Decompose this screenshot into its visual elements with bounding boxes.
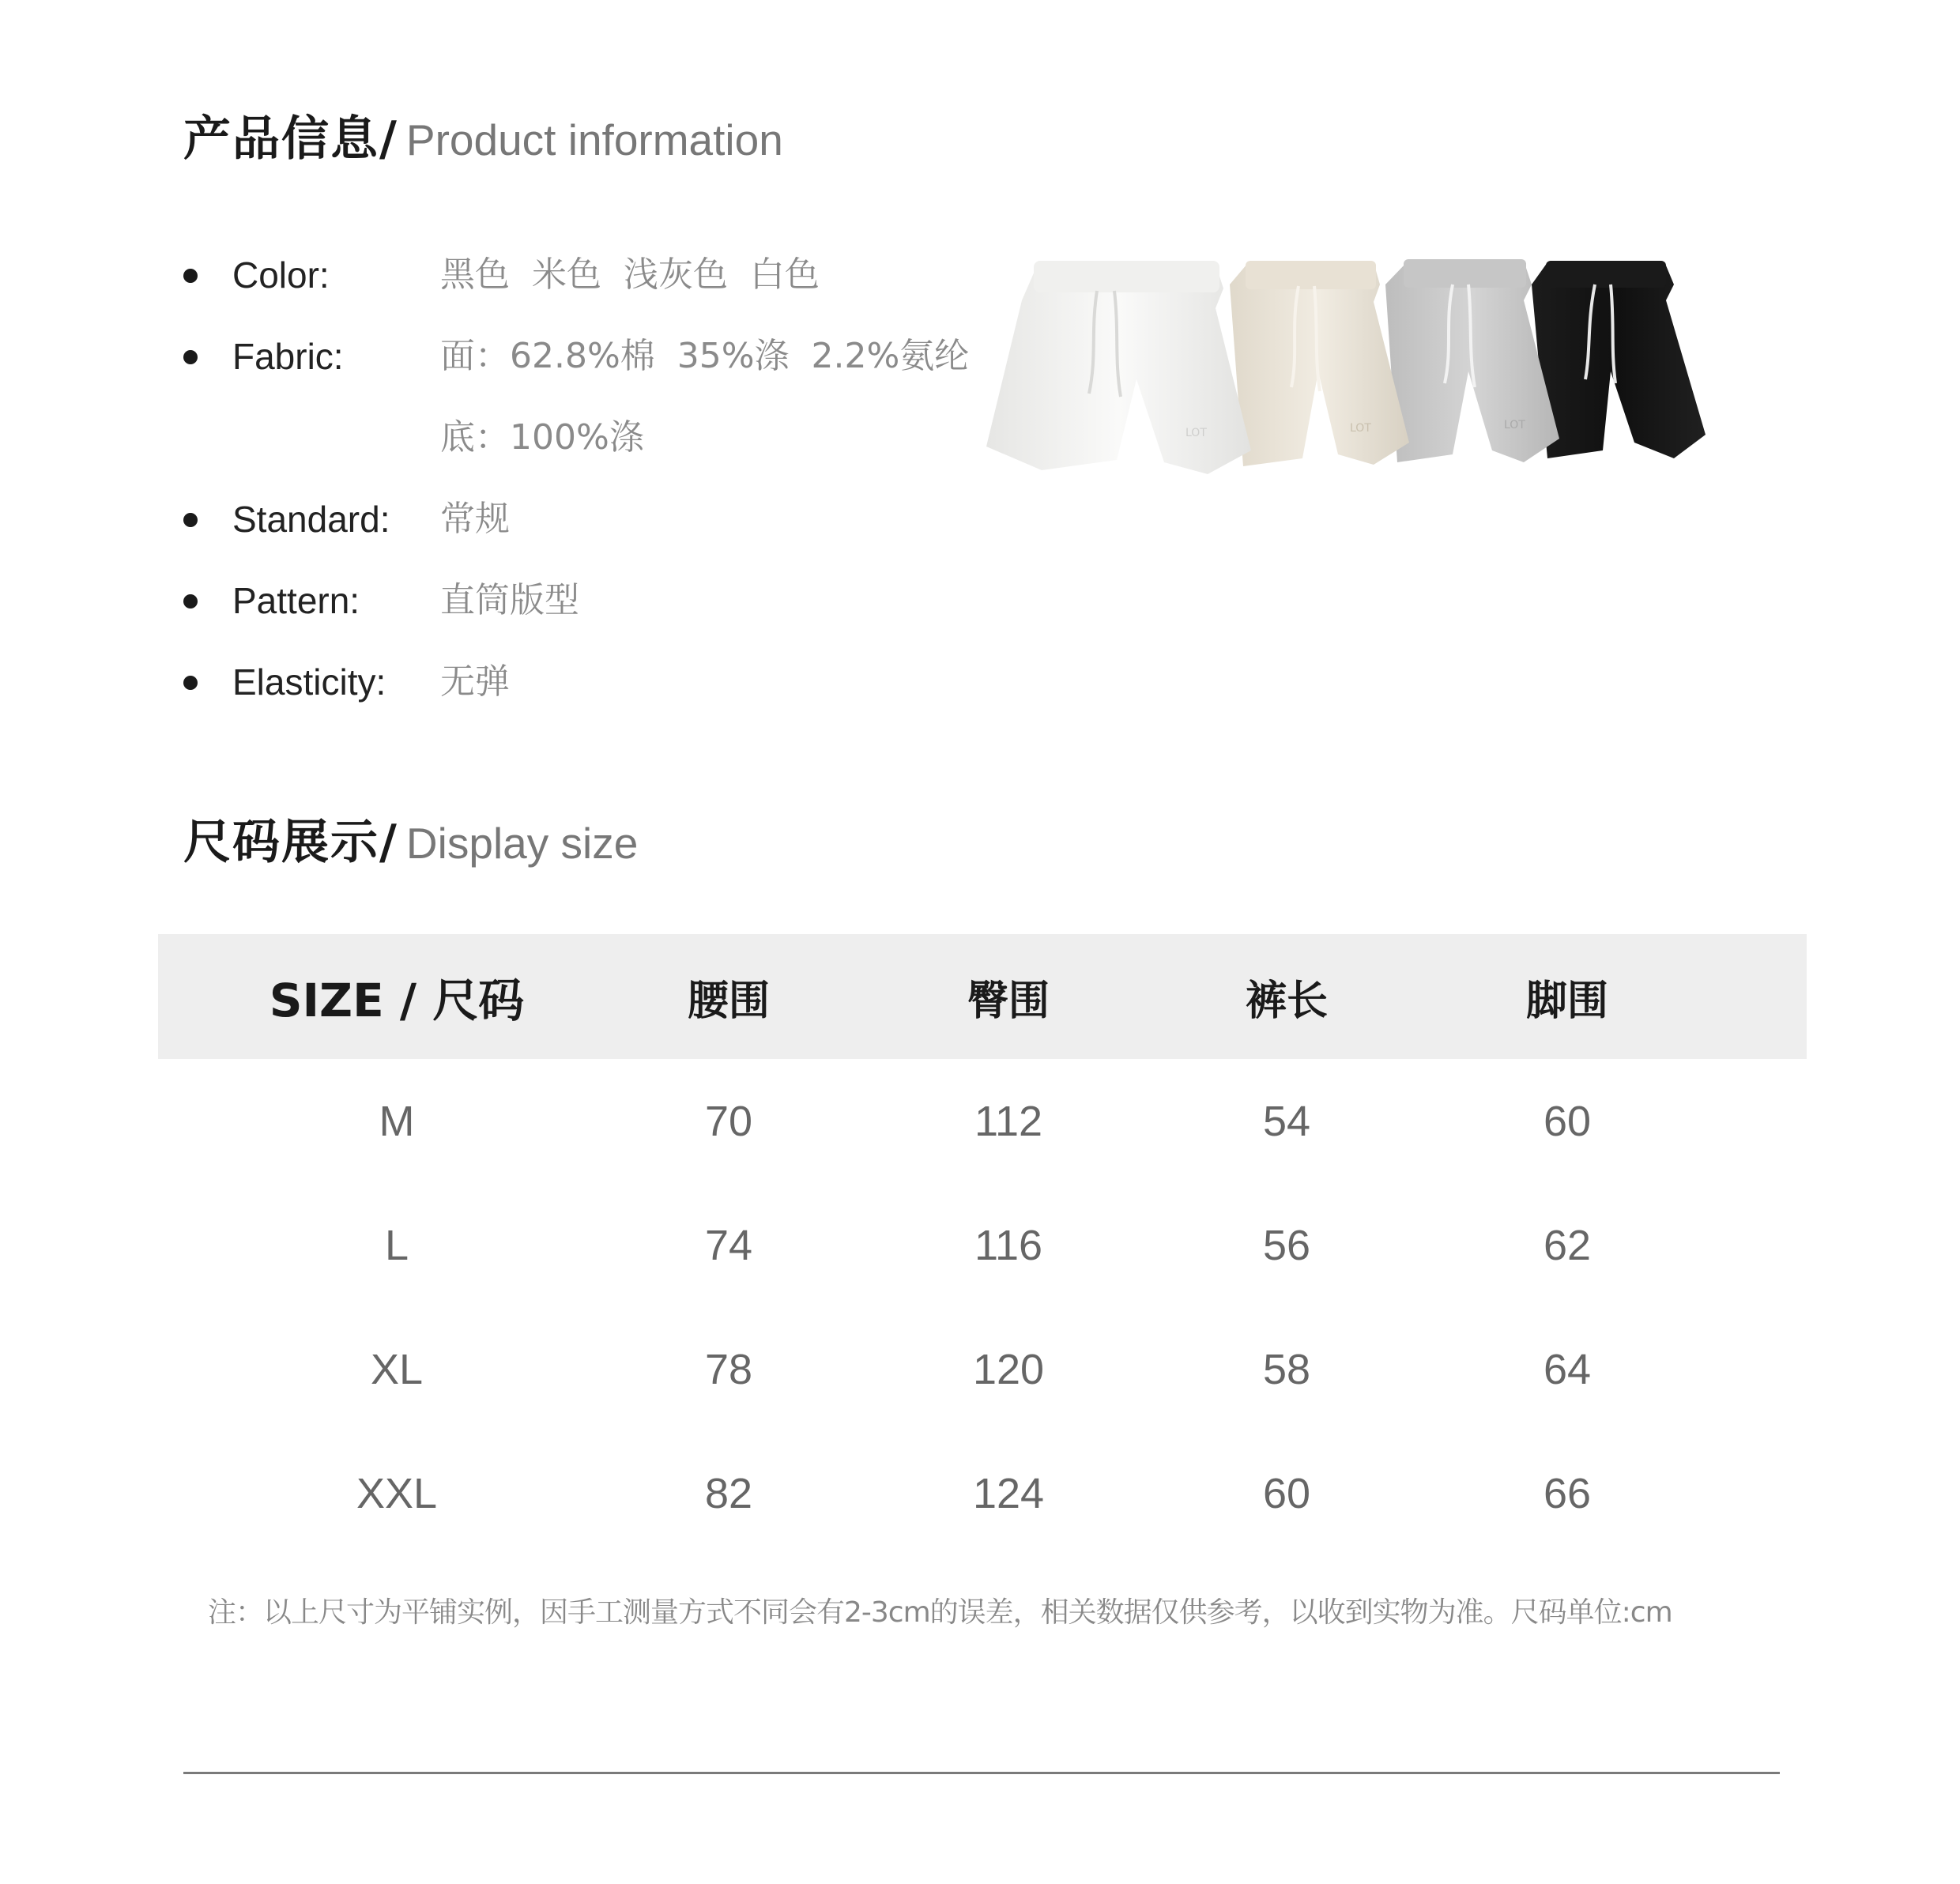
shorts-illustration — [978, 253, 1808, 545]
spec-value: 无弹 — [440, 661, 510, 702]
cell-hip: 120 — [972, 1345, 1045, 1393]
spec-row-elasticity — [183, 658, 1005, 740]
cell-size: XXL — [356, 1469, 438, 1517]
shorts-beige — [1230, 261, 1409, 466]
size-display-title-zh: 尺码展示/ — [183, 815, 398, 870]
size-display-title — [183, 804, 638, 872]
spec-value: 常规 — [440, 499, 510, 539]
cell-waist: 82 — [704, 1469, 753, 1517]
cell-leg-opening: 60 — [1543, 1097, 1592, 1145]
spec-row-color — [183, 251, 1005, 333]
cell-size: L — [384, 1221, 409, 1269]
table-row — [158, 1307, 1807, 1431]
bullet-icon — [183, 676, 198, 690]
table-row — [158, 1183, 1807, 1307]
cell-size: M — [379, 1097, 415, 1145]
table-row — [158, 1059, 1807, 1183]
spec-label: Pattern: — [232, 580, 360, 621]
bullet-icon — [183, 350, 198, 364]
cell-waist: 74 — [704, 1221, 753, 1269]
table-row — [158, 1431, 1807, 1555]
cell-hip: 112 — [974, 1097, 1043, 1145]
cell-hip: 124 — [972, 1469, 1045, 1517]
product-info-title-zh: 产品信息/ — [183, 111, 398, 167]
cell-length: 60 — [1262, 1469, 1311, 1517]
cell-length: 54 — [1262, 1097, 1311, 1145]
size-table — [158, 934, 1807, 1555]
spec-row-pattern — [183, 577, 1005, 658]
spec-label: Fabric: — [232, 336, 344, 377]
spec-list — [183, 251, 1005, 740]
bullet-icon — [183, 594, 198, 609]
shorts-black — [1532, 261, 1706, 458]
shorts-white — [986, 261, 1251, 474]
shorts-logo: LOT — [1350, 422, 1371, 435]
cell-length: 58 — [1262, 1345, 1311, 1393]
header-size: SIZE / 尺码 — [269, 974, 525, 1027]
size-note: 注：以上尺寸为平铺实例，因手工测量方式不同会有2-3cm的误差，相关数据仅供参考，以收到实物为准。尺码单位:cm — [208, 1596, 1672, 1629]
header-hip: 臀围 — [967, 977, 1050, 1025]
spec-value: 面：62.8%棉 35%涤 2.2%氨纶 — [440, 336, 970, 376]
cell-hip: 116 — [974, 1221, 1043, 1269]
product-info-title — [183, 101, 783, 169]
cell-waist: 70 — [704, 1097, 753, 1145]
spec-row-standard — [183, 495, 1005, 577]
table-header-row — [158, 934, 1807, 1059]
spec-row-fabric-lining — [183, 414, 1005, 495]
cell-size: XL — [370, 1345, 424, 1393]
bullet-icon — [183, 513, 198, 527]
spec-value: 黑色 米色 浅灰色 白色 — [440, 254, 820, 295]
cell-length: 56 — [1262, 1221, 1311, 1269]
header-waist: 腰围 — [687, 977, 770, 1025]
spec-value: 底：100%涤 — [440, 417, 644, 458]
spec-label: Color: — [232, 254, 330, 296]
cell-waist: 78 — [704, 1345, 753, 1393]
spec-label: Elasticity: — [232, 661, 386, 703]
spec-label: Standard: — [232, 499, 390, 540]
shorts-logo: LOT — [1504, 419, 1525, 431]
cell-leg-opening: 64 — [1543, 1345, 1592, 1393]
spec-value: 直筒版型 — [440, 580, 579, 620]
header-leg-opening: 脚围 — [1525, 977, 1608, 1025]
spec-row-fabric — [183, 333, 1005, 414]
size-display-title-en: Display size — [405, 819, 639, 868]
cell-leg-opening: 66 — [1543, 1469, 1592, 1517]
product-info-title-en: Product information — [405, 115, 783, 164]
shorts-logo: LOT — [1185, 427, 1207, 439]
header-length: 裤长 — [1245, 977, 1328, 1025]
bullet-icon — [183, 269, 198, 283]
cell-leg-opening: 62 — [1543, 1221, 1592, 1269]
product-image — [978, 253, 1808, 545]
bottom-divider — [183, 1772, 1780, 1774]
